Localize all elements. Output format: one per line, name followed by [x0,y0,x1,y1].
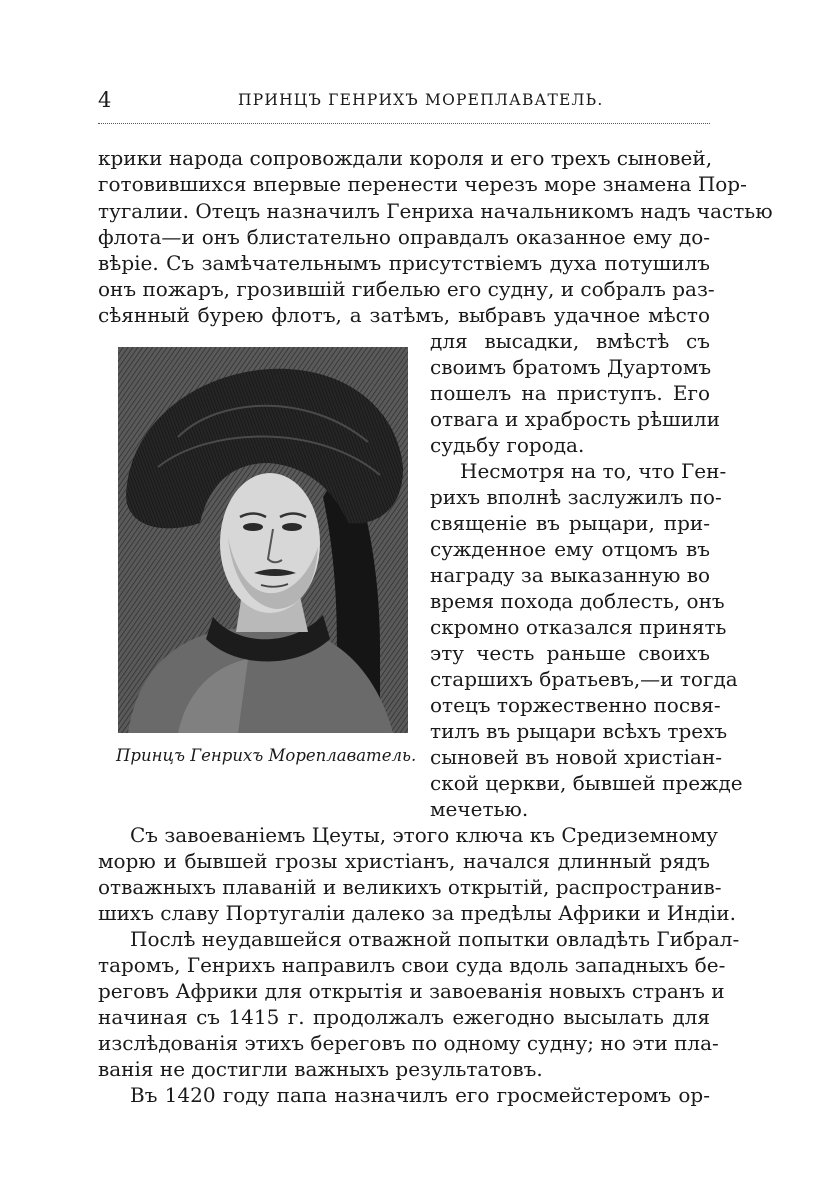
text-line: своимъ братомъ Дуартомъ [430,355,712,379]
text-line: Несмотря на то, что Ген- [460,459,727,483]
text-line: сѣянный бурею флотъ, а затѣмъ, выбравъ удачное мѣсто [98,303,710,327]
text-line: тугалии. Отецъ назначилъ Генриха начальникомъ надъ частью [98,199,773,223]
page-number: 4 [98,88,112,112]
text-line: судьбу города. [430,433,585,457]
text-line: реговъ Африки для открытія и завоеванія новыхъ странъ и [98,979,725,1003]
text-line: крики народа сопровождали короля и его трехъ сыновей, [98,146,713,170]
text-line: пошелъ на приступъ. Его [430,381,710,405]
text-line: для высадки, вмѣстѣ съ [430,329,710,353]
text-line: морю и бывшей грозы христіанъ, начался длинный рядъ [98,849,710,873]
text-line: эту честь раньше своихъ [430,641,710,665]
portrait-engraving [118,347,408,733]
portrait-illustration [118,347,408,733]
text-line: вѣріе. Съ замѣчательнымъ присутствіемъ духа потушилъ [98,251,710,275]
text-line: отважныхъ плаваній и великихъ открытій, распространив- [98,875,722,899]
text-line: изслѣдованія этихъ береговъ по одному судну; но эти пла- [98,1031,719,1055]
figure-caption: Принцъ Генрихъ Мореплаватель. [116,746,417,765]
text-line: сужденное ему отцомъ въ [430,537,710,561]
text-line: рихъ вполнѣ заслужилъ по- [430,485,722,509]
running-title: ПРИНЦЪ ГЕНРИХЪ МОРЕПЛАВАТЕЛЬ. [238,91,604,109]
text-line: отецъ торжественно посвя- [430,693,721,717]
text-line: онъ пожаръ, грозившій гибелью его судну, и собралъ раз- [98,277,715,301]
text-line: флота—и онъ блистательно оправдалъ оказанное ему до- [98,225,710,249]
text-line: тилъ въ рыцари всѣхъ трехъ [430,719,728,743]
header-rule [98,123,710,124]
text-line: шихъ славу Португаліи далеко за предѣлы Африки и Индіи. [98,901,736,925]
text-line: таромъ, Генрихъ направилъ свои суда вдоль западныхъ бе- [98,953,726,977]
text-line: время похода доблесть, онъ [430,589,725,613]
text-line: скромно отказался принять [430,615,727,639]
text-line: старшихъ братьевъ,—и тогда [430,667,738,691]
text-line: награду за выказанную во [430,563,711,587]
right-eye [282,523,302,531]
text-line: мечетью. [430,797,529,821]
text-line: начиная съ 1415 г. продолжалъ ежегодно высылать для [98,1005,710,1029]
text-line: Послѣ неудавшейся отважной попытки овладѣть Гибрал- [130,927,740,951]
text-line: сыновей въ новой христіан- [430,745,723,769]
text-line: ской церкви, бывшей прежде [430,771,743,795]
text-line: Въ 1420 году папа назначилъ его гросмейстеромъ ор- [130,1083,710,1107]
page-header [98,88,710,114]
text-line: Съ завоеваніемъ Цеуты, этого ключа къ Средиземному [130,823,718,847]
text-line: ванія не достигли важныхъ результатовъ. [98,1057,543,1081]
left-eye [243,523,263,531]
text-line: готовившихся впервые перенести черезъ море знамена Пор- [98,172,747,196]
text-line: отвага и храбрость рѣшили [430,407,720,431]
text-line: священіе въ рыцари, при- [430,511,710,535]
